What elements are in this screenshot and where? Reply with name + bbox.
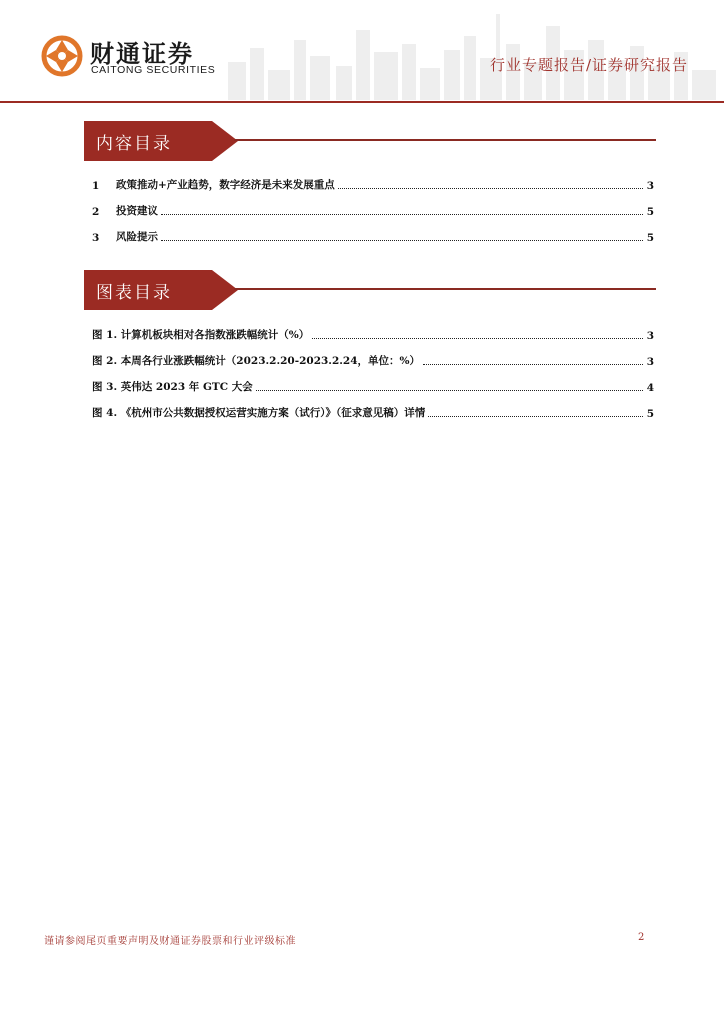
toc-item-number: 2 [92, 206, 100, 218]
figure-item-text: 图 2. 本周各行业涨跌幅统计（2023.2.20-2023.2.24，单位：%） [92, 355, 421, 367]
toc-item-text: 投资建议 [116, 205, 158, 217]
page-header [0, 0, 724, 104]
dot-leader [428, 415, 643, 417]
page-number: 2 [638, 932, 645, 943]
toc-item-text: 风险提示 [116, 231, 158, 243]
toc-item-page: 5 [646, 232, 654, 244]
dot-leader [161, 239, 643, 241]
contents-list [92, 166, 654, 244]
toc-item-number: 3 [92, 232, 100, 244]
toc-item-number: 1 [92, 180, 100, 192]
dot-leader [161, 213, 643, 215]
figures-list [92, 316, 654, 420]
toc-item[interactable] [92, 166, 654, 192]
document-type: 行业专题报告/证券研究报告 [489, 56, 688, 74]
section-rule [234, 139, 656, 141]
figure-item-text: 图 4. 《杭州市公共数据授权运营实施方案（试行）》（征求意见稿）详情 [92, 407, 426, 419]
figures-section-banner [84, 270, 656, 310]
dot-leader [256, 389, 643, 391]
contents-section-banner [84, 121, 656, 161]
toc-item-text: 政策推动+产业趋势，数字经济是未来发展重点 [116, 179, 335, 191]
figure-item-page: 5 [646, 408, 654, 420]
figure-item-text: 图 1. 计算机板块相对各指数涨跌幅统计（%） [92, 329, 310, 341]
dot-leader [312, 337, 643, 339]
toc-item-page: 3 [646, 180, 654, 192]
dot-leader [423, 363, 643, 365]
figure-item-text: 图 3. 英伟达 2023 年 GTC 大会 [92, 381, 253, 393]
figure-item[interactable] [92, 368, 654, 394]
figure-item[interactable] [92, 342, 654, 368]
logo-chinese-name: 财通证券 [90, 40, 194, 68]
header-divider [0, 101, 724, 103]
dot-leader [338, 187, 643, 189]
toc-item[interactable] [92, 192, 654, 218]
section-rule [234, 288, 656, 290]
figure-item-page: 3 [646, 356, 654, 368]
toc-item-page: 5 [646, 206, 654, 218]
figure-item-page: 3 [646, 330, 654, 342]
contents-title: 内容目录 [96, 134, 172, 154]
figure-item[interactable] [92, 394, 654, 420]
toc-item[interactable] [92, 218, 654, 244]
caitong-logo-icon [40, 34, 84, 78]
figures-title: 图表目录 [96, 283, 172, 303]
disclaimer-note: 谨请参阅尾页重要声明及财通证券股票和行业评级标准 [44, 936, 296, 947]
figure-item-page: 4 [646, 382, 654, 394]
figure-item[interactable] [92, 316, 654, 342]
logo-english-name: CAITONG SECURITIES [91, 64, 216, 76]
